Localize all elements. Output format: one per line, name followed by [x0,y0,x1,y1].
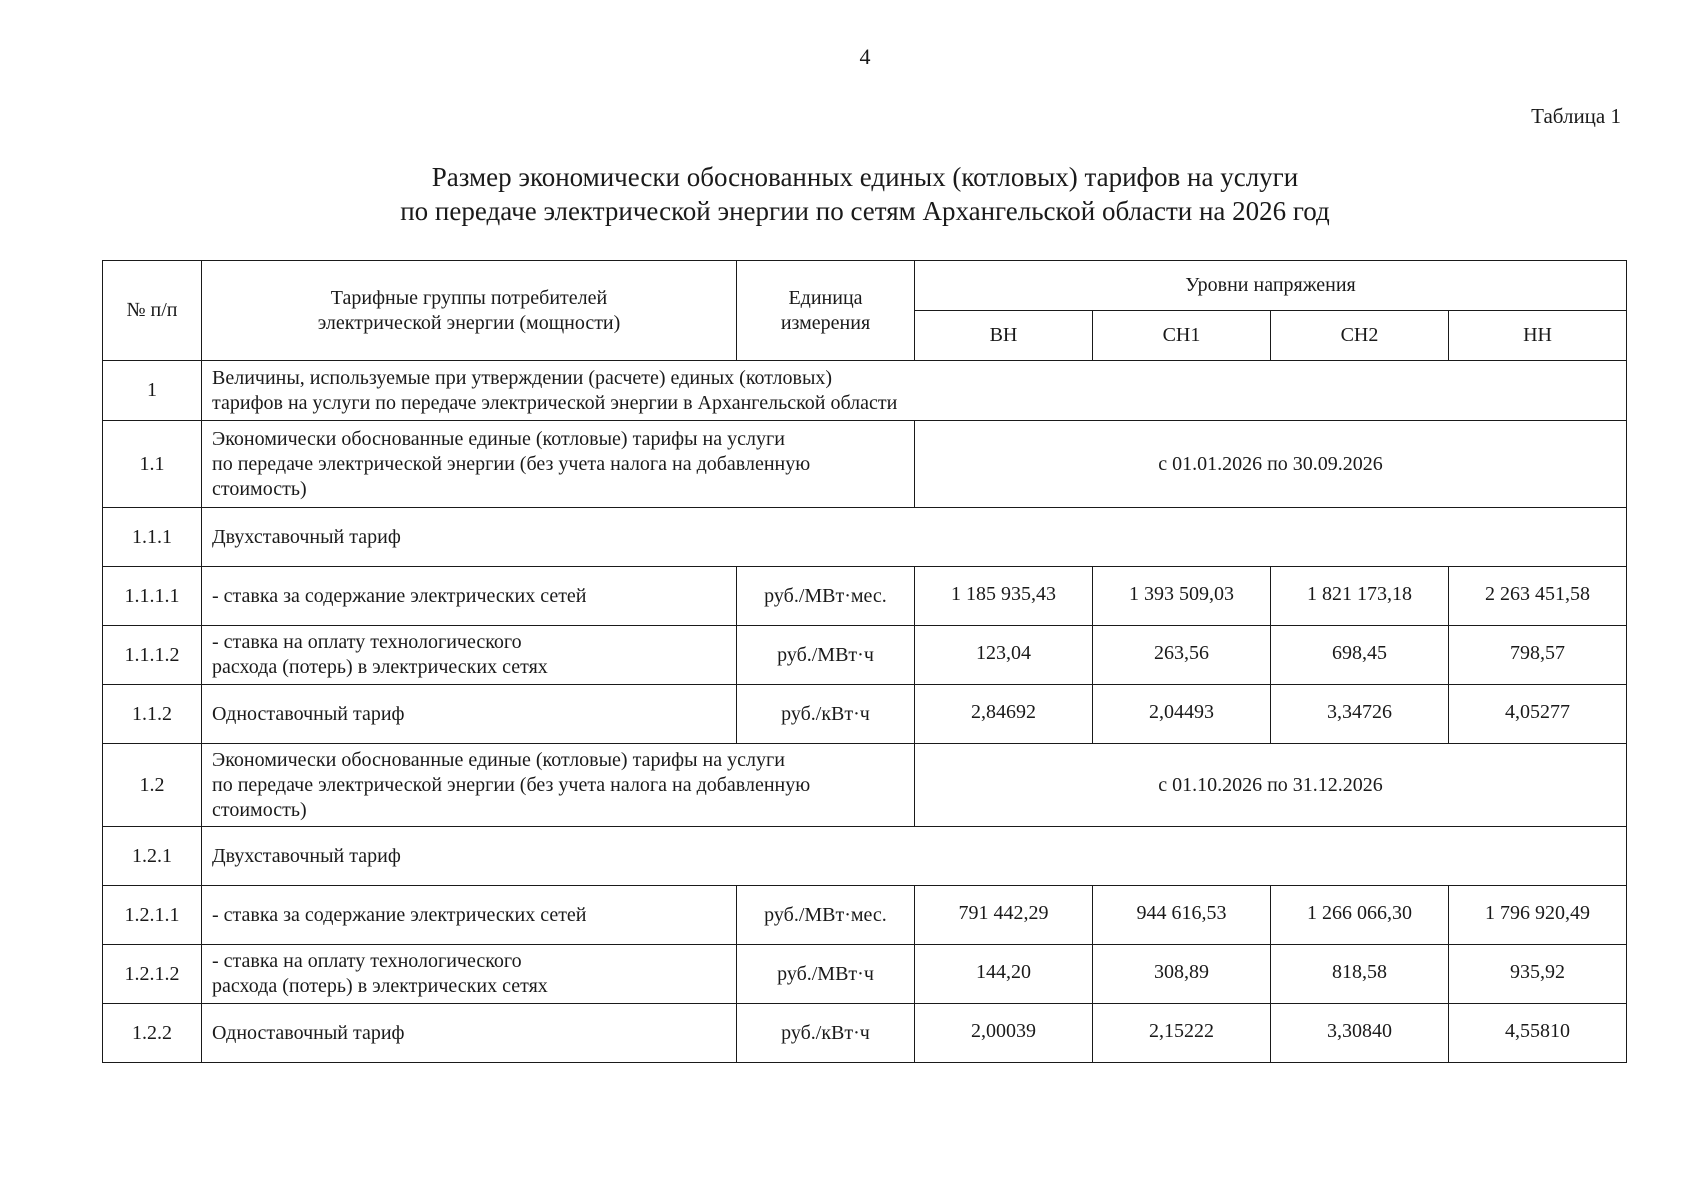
table-label: Таблица 1 [1531,104,1621,128]
value-vn: 1 185 935,43 [915,567,1093,626]
value-sn1: 263,56 [1093,626,1271,685]
row-label: Одноставочный тариф [202,1004,737,1063]
row-num: 1.2.1.1 [103,886,202,945]
value-sn1: 2,04493 [1093,685,1271,744]
document-title [0,160,1697,228]
value-sn1: 2,15222 [1093,1004,1271,1063]
period-label: Экономически обоснованные единые (котловые) тарифы на услуги по передаче электрической энергии (без учета налога на добавленную стоимость) [202,421,915,508]
value-vn: 123,04 [915,626,1093,685]
value-sn2: 818,58 [1271,945,1449,1004]
section-row [103,361,1627,421]
row-label: Одноставочный тариф [202,685,737,744]
value-sn2: 1 821 173,18 [1271,567,1449,626]
row-unit: руб./кВт·ч [737,1004,915,1063]
subsection-row [103,827,1627,886]
title-line-1: Размер экономически обоснованных единых (котловых) тарифов на услуги [431,162,1299,192]
value-vn: 2,00039 [915,1004,1093,1063]
row-label: - ставка за содержание электрических сетей [202,886,737,945]
value-nn: 4,05277 [1449,685,1627,744]
table-row [103,1004,1627,1063]
table-row [103,685,1627,744]
period-label: Экономически обоснованные единые (котловые) тарифы на услуги по передаче электрической энергии (без учета налога на добавленную стоимость) [202,744,915,827]
value-vn: 791 442,29 [915,886,1093,945]
value-nn: 1 796 920,49 [1449,886,1627,945]
table-row [103,567,1627,626]
header-sn2: СН2 [1271,311,1449,361]
row-unit: руб./МВт·мес. [737,567,915,626]
row-num: 1.1.1.2 [103,626,202,685]
period-row [103,421,1627,508]
table-row [103,626,1627,685]
value-sn1: 1 393 509,03 [1093,567,1271,626]
period-row [103,744,1627,827]
row-num: 1.2.2 [103,1004,202,1063]
header-row [103,261,1627,311]
header-voltage-levels: Уровни напряжения [915,261,1627,311]
value-nn: 798,57 [1449,626,1627,685]
table-row [103,945,1627,1004]
row-unit: руб./МВт·ч [737,626,915,685]
header-unit: Единица измерения [737,261,915,361]
row-unit: руб./МВт·ч [737,945,915,1004]
value-sn2: 3,34726 [1271,685,1449,744]
title-line-2: по передаче электрической энергии по сетям Архангельской области на 2026 год [400,196,1330,226]
row-num: 1.1.2 [103,685,202,744]
value-vn: 144,20 [915,945,1093,1004]
row-num: 1.1.1.1 [103,567,202,626]
row-num: 1 [103,361,202,421]
subsection-row [103,508,1627,567]
value-nn: 2 263 451,58 [1449,567,1627,626]
value-nn: 935,92 [1449,945,1627,1004]
row-num: 1.2 [103,744,202,827]
row-num: 1.2.1.2 [103,945,202,1004]
row-label: - ставка на оплату технологического расхода (потерь) в электрических сетях [202,945,737,1004]
value-sn2: 698,45 [1271,626,1449,685]
row-unit: руб./кВт·ч [737,685,915,744]
tariff-table [102,260,1627,1063]
value-sn2: 1 266 066,30 [1271,886,1449,945]
table-row [103,886,1627,945]
period-dates: с 01.01.2026 по 30.09.2026 [915,421,1627,508]
header-nn: НН [1449,311,1627,361]
period-dates: с 01.10.2026 по 31.12.2026 [915,744,1627,827]
header-num: № п/п [103,261,202,361]
page-number: 4 [859,44,871,69]
value-nn: 4,55810 [1449,1004,1627,1063]
value-sn2: 3,30840 [1271,1004,1449,1063]
row-label: - ставка на оплату технологического расхода (потерь) в электрических сетях [202,626,737,685]
row-unit: руб./МВт·мес. [737,886,915,945]
header-groups: Тарифные группы потребителей электрической энергии (мощности) [202,261,737,361]
subsection-label: Двухставочный тариф [202,508,1627,567]
row-num: 1.1 [103,421,202,508]
row-num: 1.2.1 [103,827,202,886]
section-label: Величины, используемые при утверждении (расчете) единых (котловых) тарифов на услуги по передаче электрической энергии в Архангельской области [202,361,1627,421]
header-sn1: СН1 [1093,311,1271,361]
row-num: 1.1.1 [103,508,202,567]
subsection-label: Двухставочный тариф [202,827,1627,886]
row-label: - ставка за содержание электрических сетей [202,567,737,626]
header-vn: ВН [915,311,1093,361]
value-sn1: 944 616,53 [1093,886,1271,945]
value-vn: 2,84692 [915,685,1093,744]
value-sn1: 308,89 [1093,945,1271,1004]
